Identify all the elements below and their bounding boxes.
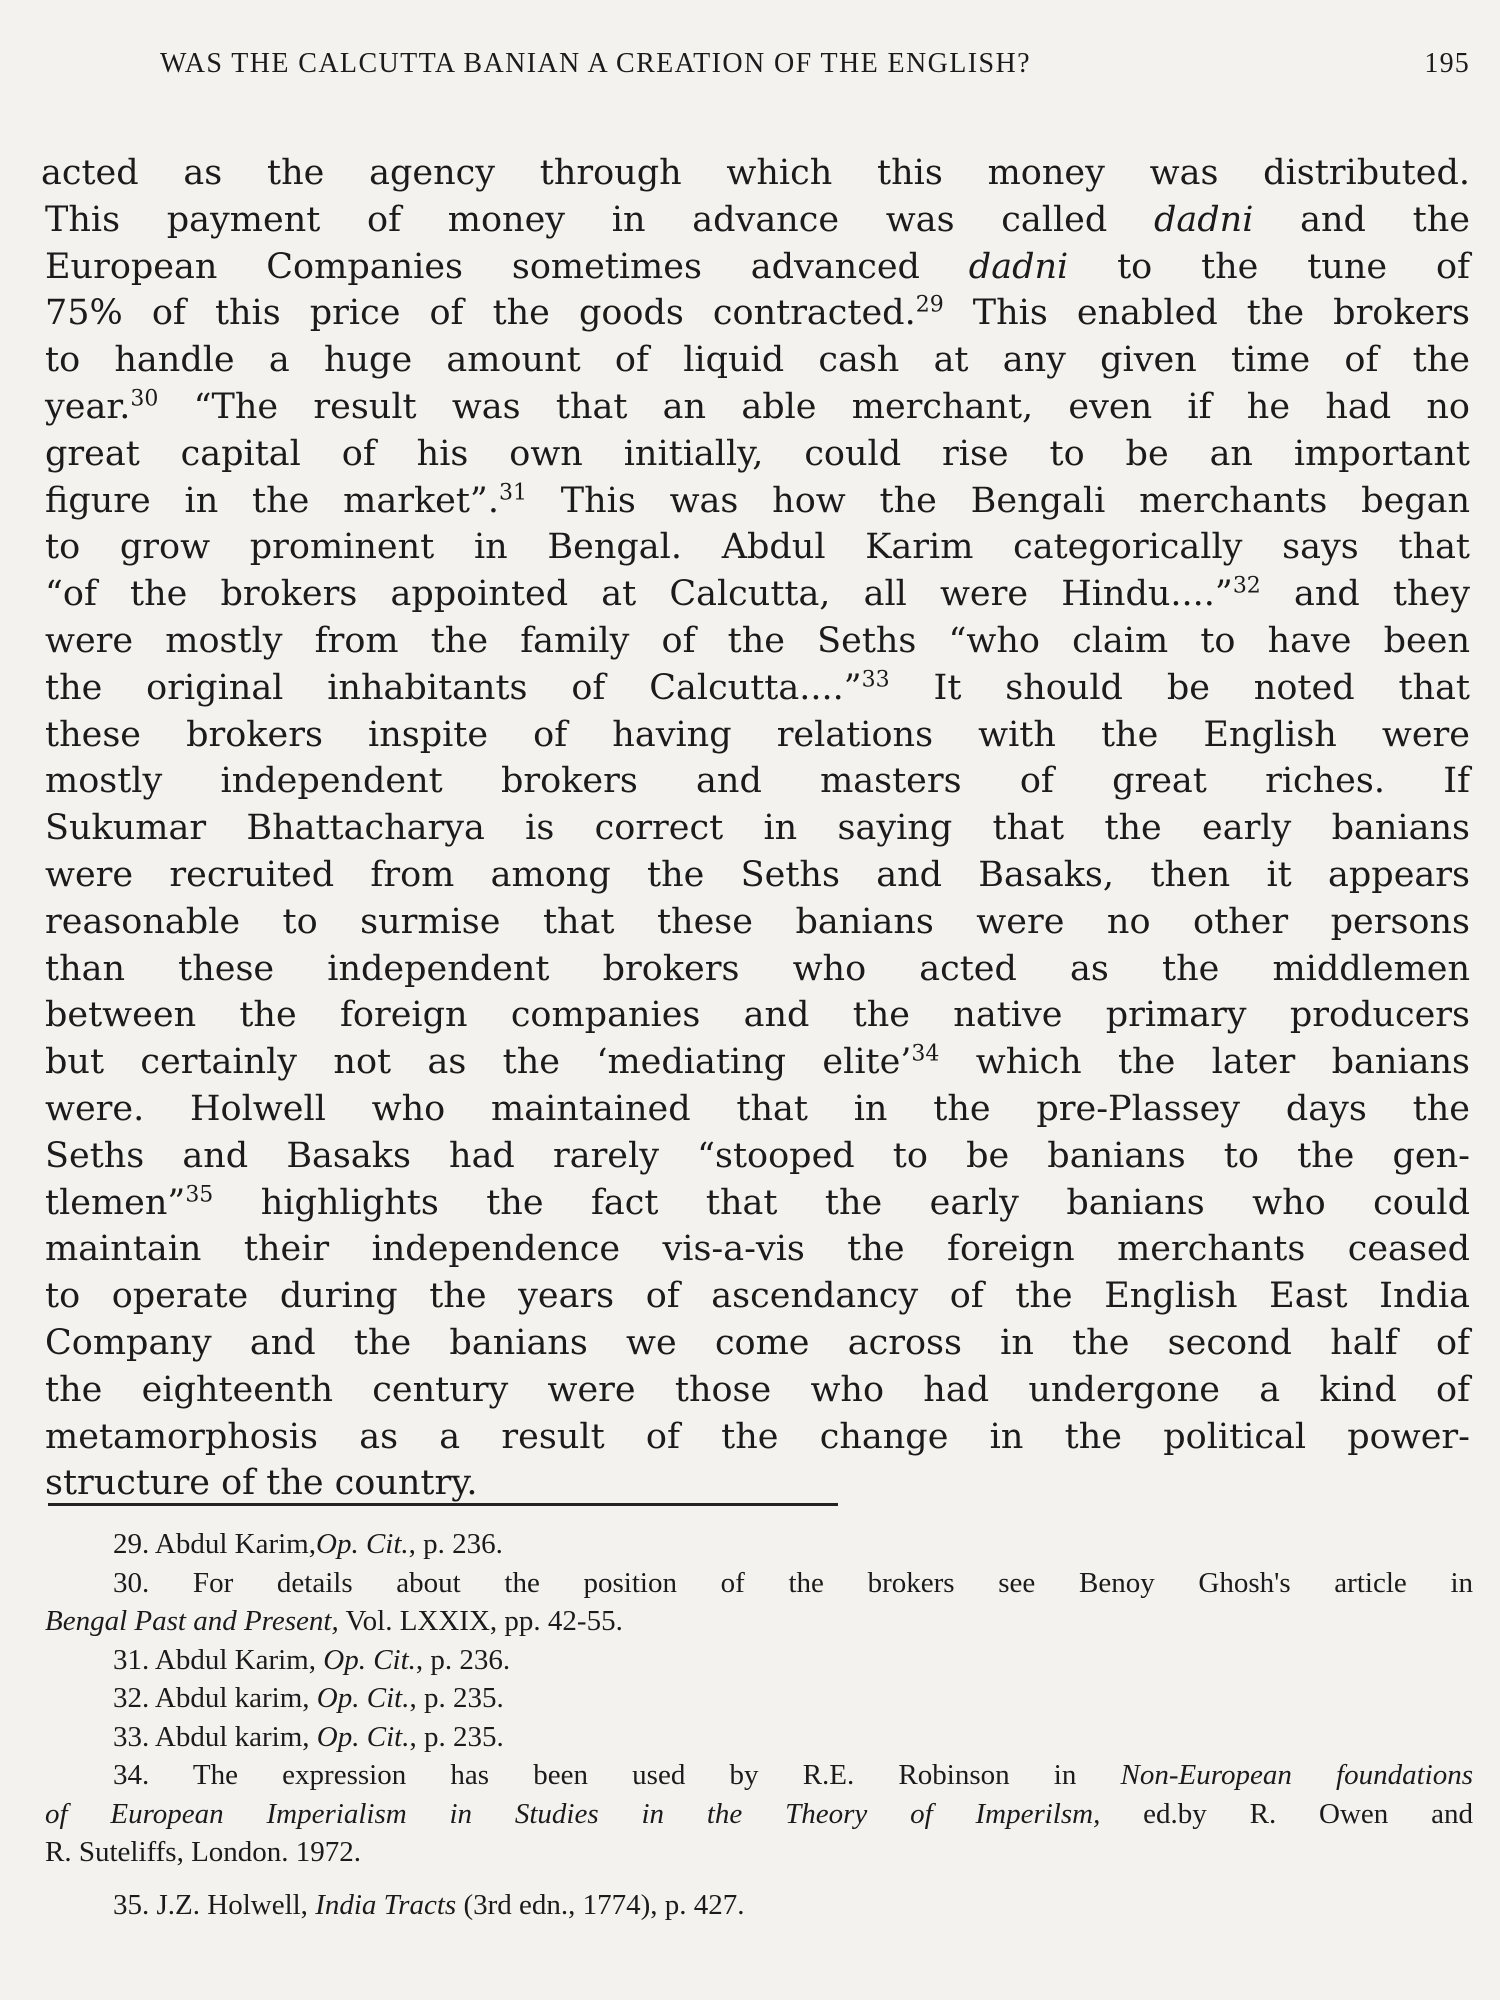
italic-text: of European Imperialism in Studies in the Theory of Imperilsm, [45, 1797, 1101, 1830]
text-run: highlights the fact that the early banians who could [213, 1182, 1470, 1223]
italic-text: Op. Cit. [323, 1643, 416, 1676]
italic-text: Non-European foundations [1120, 1759, 1473, 1791]
footnote-line [45, 1679, 1473, 1718]
footnote-ref: 33 [861, 667, 890, 693]
running-title: WAS THE CALCUTTA BANIAN A CREATION OF THE ENGLISH? [160, 48, 1031, 79]
footnote-line [45, 1886, 1473, 1925]
text-line [45, 337, 1470, 384]
footnote-line [45, 1795, 1473, 1834]
text-line [45, 1367, 1470, 1414]
running-head [160, 48, 1470, 80]
text-line [45, 244, 1470, 291]
italic-text: Bengal Past and Present, [45, 1605, 339, 1637]
text-run: figure in the market”. [45, 480, 499, 521]
text-run: metamorphosis as a result of the change in the political power- [45, 1416, 1470, 1457]
text-line [45, 1460, 1470, 1507]
text-run: “of the brokers appointed at Calcutta, all were Hindu....” [45, 574, 1233, 615]
text-run: “The result was that an able merchant, even if he had no [158, 386, 1470, 427]
text-run: the original inhabitants of Calcutta....” [45, 667, 862, 708]
text-run: , p. 236. [408, 1528, 503, 1560]
italic-text: Op. Cit. [316, 1720, 410, 1753]
text-line [45, 1414, 1470, 1461]
text-line [45, 665, 1470, 712]
footnote-line [45, 1718, 1473, 1757]
text-run: (3rd edn., 1774), p. 427. [456, 1888, 745, 1921]
footnote-line [45, 1833, 1473, 1872]
footnote [45, 1679, 1473, 1718]
footnote [45, 1525, 1473, 1564]
text-run: 33. Abdul karim, [113, 1720, 317, 1753]
italic-text: Op. Cit. [316, 1682, 410, 1714]
text-run: were recruited from among the Seths and Basaks, then it appears [45, 854, 1470, 895]
footnote [45, 1564, 1473, 1641]
footnote-line [45, 1564, 1473, 1603]
text-line [45, 197, 1470, 244]
footnote [45, 1886, 1473, 1925]
text-run: 35. J.Z. Holwell, [113, 1888, 316, 1921]
text-run: Company and the banians we come across in the second half of [45, 1322, 1470, 1363]
footnote-ref: 29 [915, 292, 944, 318]
text-run: these brokers inspite of having relations with the English were [45, 714, 1470, 755]
text-line [45, 852, 1470, 899]
text-run: , p. 235. [409, 1720, 504, 1753]
italic-text: Op. Cit. [316, 1528, 409, 1560]
footnotes [45, 1525, 1473, 1924]
text-line [45, 618, 1470, 665]
text-line [45, 1180, 1470, 1227]
footnote-line [45, 1525, 1473, 1564]
text-run: to the tune of [1068, 246, 1470, 287]
text-run: to handle a huge amount of liquid cash at any given time of the [45, 340, 1470, 381]
text-line [45, 1320, 1470, 1367]
text-line [45, 899, 1470, 946]
text-run: ed.by R. Owen and [1100, 1797, 1473, 1830]
text-run: European Companies sometimes advanced [45, 246, 969, 287]
text-run: This enabled the brokers [943, 293, 1470, 334]
page-number: 195 [1424, 48, 1470, 79]
footnote-ref: 34 [911, 1041, 940, 1067]
text-run: , p. 235. [409, 1682, 504, 1714]
text-run: 34. The expression has been used by R.E. Robinson in [113, 1759, 1121, 1791]
text-run: the eighteenth century were those who had undergone a kind of [45, 1369, 1470, 1410]
text-run: R. Suteliffs, London. 1972. [45, 1836, 362, 1868]
text-run: mostly independent brokers and masters of great riches. If [45, 761, 1470, 802]
text-run: 31. Abdul Karim, [113, 1643, 324, 1676]
text-run: to grow prominent in Bengal. Abdul Karim categorically says that [45, 527, 1470, 568]
text-line [45, 524, 1470, 571]
text-run: , p. 236. [415, 1643, 511, 1676]
footnote-ref: 30 [130, 386, 159, 412]
text-run: and the [1253, 199, 1470, 240]
text-run: structure of the country. [45, 1463, 478, 1504]
text-run: Sukumar Bhattacharya is correct in saying that the early banians [45, 808, 1470, 849]
text-line [45, 290, 1470, 337]
italic-text: dadni [968, 246, 1069, 287]
text-line [45, 431, 1470, 478]
text-run: which the later banians [939, 1042, 1470, 1083]
text-run: It should be noted that [889, 667, 1470, 708]
text-run: to operate during the years of ascendancy of the English East India [45, 1276, 1470, 1317]
text-run: were. Holwell who maintained that in the pre-Plassey days the [45, 1088, 1470, 1129]
text-run: 30. For details about the position of the brokers see Benoy Ghosh's article in [113, 1566, 1473, 1599]
text-line [45, 571, 1470, 618]
footnote-ref: 35 [185, 1181, 214, 1207]
text-line [45, 758, 1470, 805]
text-line [45, 478, 1470, 525]
text-run: acted as the agency through which this money was distributed. [41, 153, 1470, 193]
text-line [45, 1039, 1470, 1086]
text-run: maintain their independence vis-a-vis the foreign merchants ceased [45, 1229, 1470, 1270]
text-run: This was how the Bengali merchants began [526, 480, 1471, 521]
text-run: than these independent brokers who acted as the middlemen [45, 948, 1470, 989]
footnote-line [45, 1756, 1473, 1795]
text-run: This payment of money in advance was called [45, 199, 1154, 240]
text-line [45, 992, 1470, 1039]
text-line [45, 805, 1470, 852]
text-run: between the foreign companies and the native primary producers [45, 995, 1470, 1036]
text-run: tlemen” [45, 1182, 186, 1223]
text-run: 75% of this price of the goods contracted. [45, 293, 916, 334]
footnote [45, 1756, 1473, 1872]
text-line [45, 946, 1470, 993]
text-line [45, 1273, 1470, 1320]
footnote-ref: 31 [498, 479, 527, 505]
italic-text: dadni [1153, 199, 1254, 240]
body-paragraph [41, 150, 1471, 1507]
text-run: 32. Abdul karim, [113, 1682, 317, 1714]
text-run: year. [45, 386, 131, 427]
text-run: and they [1260, 574, 1470, 615]
text-run: great capital of his own initially, could rise to be an important [45, 433, 1470, 474]
footnote-ref: 32 [1232, 573, 1261, 599]
text-run: 29. Abdul Karim, [113, 1528, 316, 1560]
footnote [45, 1718, 1473, 1757]
italic-text: India Tracts [315, 1888, 457, 1921]
text-run: Seths and Basaks had rarely “stooped to be banians to the gen- [45, 1135, 1470, 1176]
text-run: but certainly not as the ‘mediating elite’ [45, 1042, 912, 1083]
footnote-rule [48, 1503, 838, 1506]
text-line [45, 384, 1470, 431]
text-line [41, 150, 1470, 197]
footnote-line [45, 1602, 1473, 1641]
footnote [45, 1641, 1473, 1680]
footnote-line [45, 1641, 1473, 1680]
text-line [45, 1133, 1470, 1180]
text-run: were mostly from the family of the Seths “who claim to have been [45, 620, 1470, 661]
text-run: reasonable to surmise that these banians were no other persons [45, 901, 1470, 942]
text-line [45, 712, 1470, 759]
text-run: Vol. LXXIX, pp. 42-55. [338, 1605, 623, 1637]
text-line [45, 1226, 1470, 1273]
text-line [45, 1086, 1470, 1133]
